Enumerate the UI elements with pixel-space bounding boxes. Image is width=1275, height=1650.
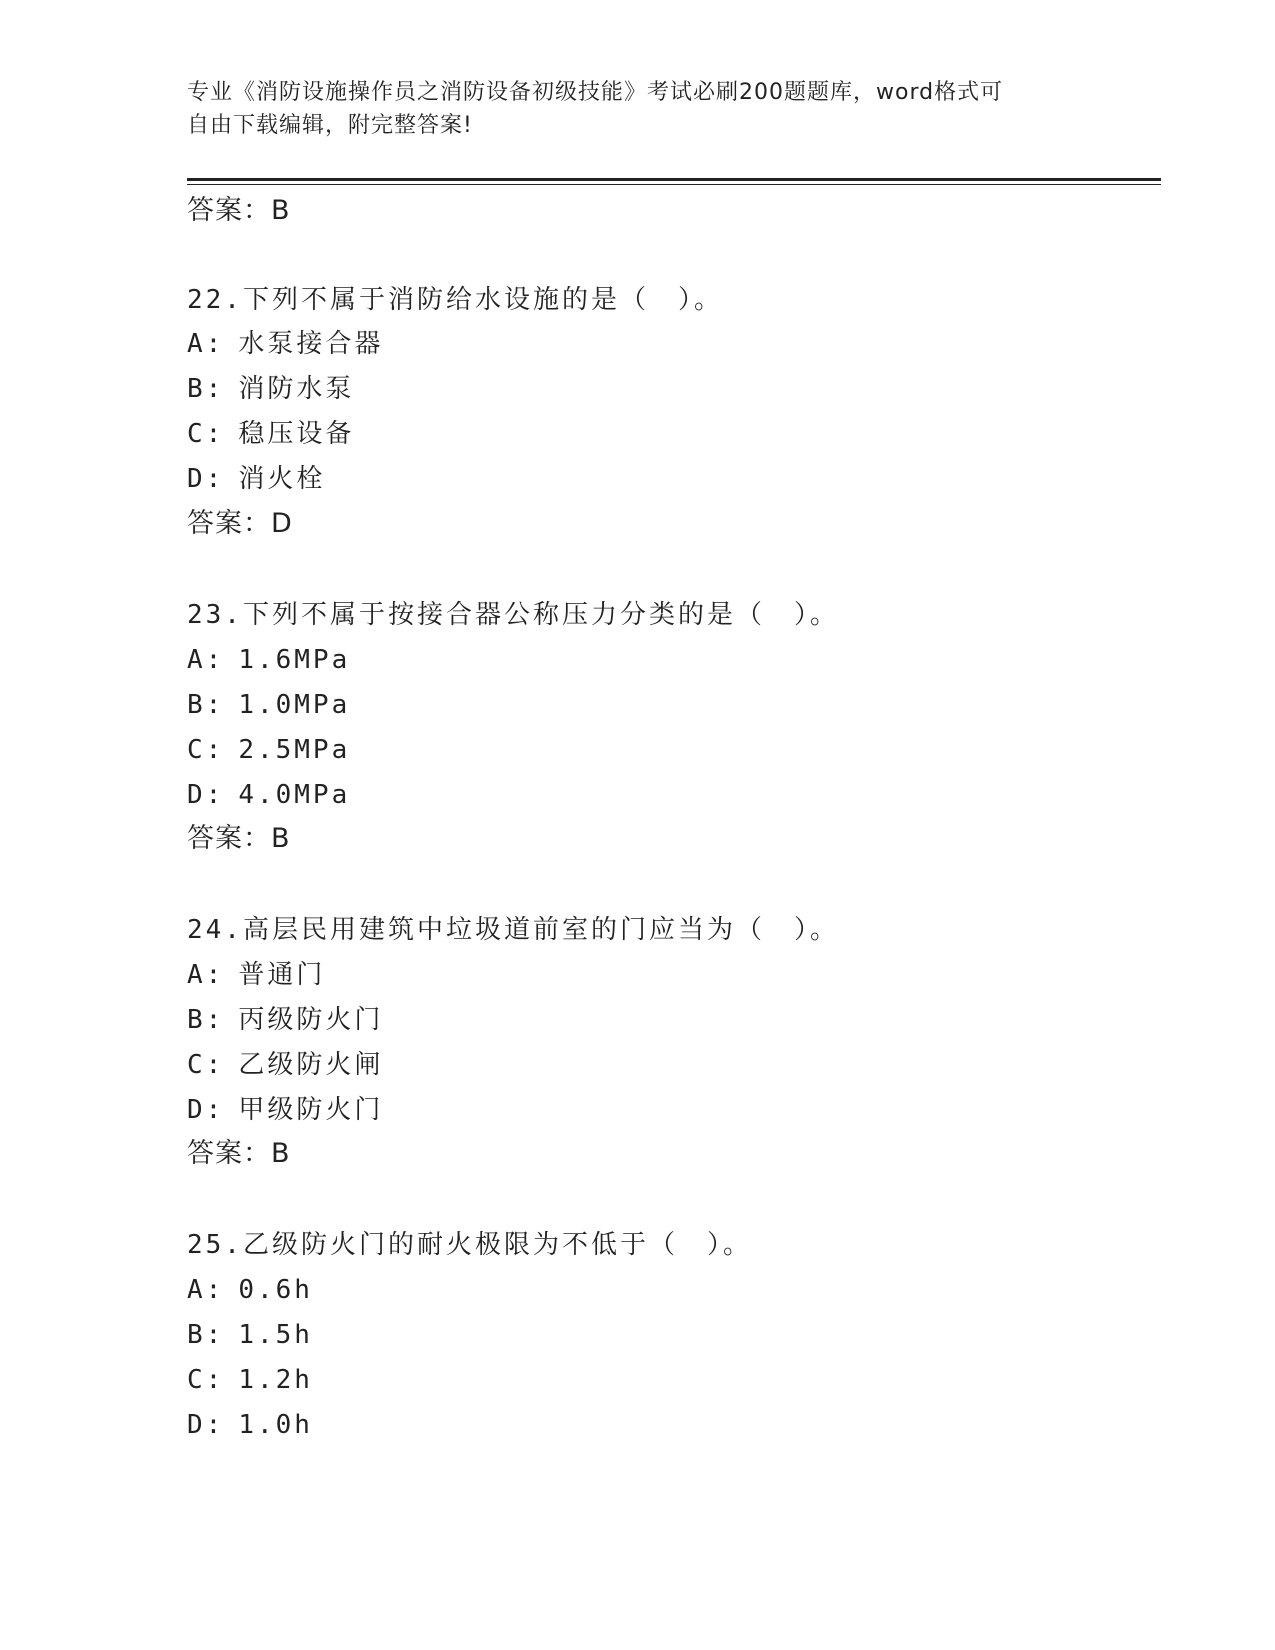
option-23-a [187, 643, 350, 677]
option-text: 0.6h [238, 1275, 313, 1305]
option-letter: D: [187, 780, 225, 810]
document-header [187, 76, 1087, 142]
answer-23: 答案：B [187, 823, 291, 854]
question-25: 25.乙级防火门的耐火极限为不低于（ ）。 [187, 1230, 752, 1260]
option-text: 水泵接合器 [238, 329, 384, 359]
option-text: 丙级防火门 [238, 1005, 384, 1035]
option-letter: B: [187, 1320, 225, 1350]
option-letter: C: [187, 1050, 225, 1080]
option-text: 2.5MPa [238, 735, 351, 765]
answer-24: 答案：B [187, 1138, 291, 1169]
option-22-d [187, 462, 325, 496]
option-letter: D: [187, 1095, 225, 1125]
option-23-c [187, 733, 350, 767]
option-24-b [187, 1003, 383, 1037]
option-letter: A: [187, 1275, 225, 1305]
header-line-2: 自由下载编辑，附完整答案! [187, 113, 473, 138]
option-text: 4.0MPa [238, 780, 351, 810]
option-letter: B: [187, 1005, 225, 1035]
option-25-a [187, 1273, 313, 1307]
answer-22: 答案：D [187, 508, 293, 539]
option-23-b [187, 688, 350, 722]
header-divider-thin [187, 184, 1161, 185]
option-text: 乙级防火闸 [238, 1050, 384, 1080]
header-divider-thick [187, 178, 1161, 181]
option-text: 1.0h [238, 1410, 313, 1440]
option-letter: B: [187, 374, 225, 404]
option-24-a [187, 958, 325, 992]
question-24: 24.高层民用建筑中垃圾道前室的门应当为（ ）。 [187, 915, 839, 945]
option-text: 消防水泵 [238, 374, 355, 404]
option-text: 普通门 [238, 960, 326, 990]
option-letter: D: [187, 464, 225, 494]
option-letter: C: [187, 1365, 225, 1395]
option-letter: A: [187, 645, 225, 675]
option-text: 消火栓 [238, 464, 326, 494]
option-25-c [187, 1363, 313, 1397]
option-text: 1.2h [238, 1365, 313, 1395]
option-letter: B: [187, 690, 225, 720]
question-23: 23.下列不属于按接合器公称压力分类的是（ ）。 [187, 600, 839, 630]
option-24-d [187, 1093, 383, 1127]
option-22-b [187, 372, 354, 406]
option-24-c [187, 1048, 383, 1082]
option-text: 1.0MPa [238, 690, 351, 720]
option-23-d [187, 778, 350, 812]
option-25-d [187, 1408, 313, 1442]
header-line-1: 专业《消防设施操作员之消防设备初级技能》考试必刷200题题库，word格式可 [187, 80, 1004, 105]
option-text: 1.6MPa [238, 645, 351, 675]
option-25-b [187, 1318, 313, 1352]
option-letter: C: [187, 735, 225, 765]
option-letter: A: [187, 960, 225, 990]
option-text: 1.5h [238, 1320, 313, 1350]
answer-21: 答案：B [187, 195, 291, 226]
option-text: 稳压设备 [238, 419, 355, 449]
option-22-a [187, 327, 383, 361]
option-22-c [187, 417, 354, 451]
option-text: 甲级防火门 [238, 1095, 384, 1125]
option-letter: C: [187, 419, 225, 449]
option-letter: A: [187, 329, 225, 359]
question-22: 22.下列不属于消防给水设施的是（ ）。 [187, 285, 723, 315]
option-letter: D: [187, 1410, 225, 1440]
